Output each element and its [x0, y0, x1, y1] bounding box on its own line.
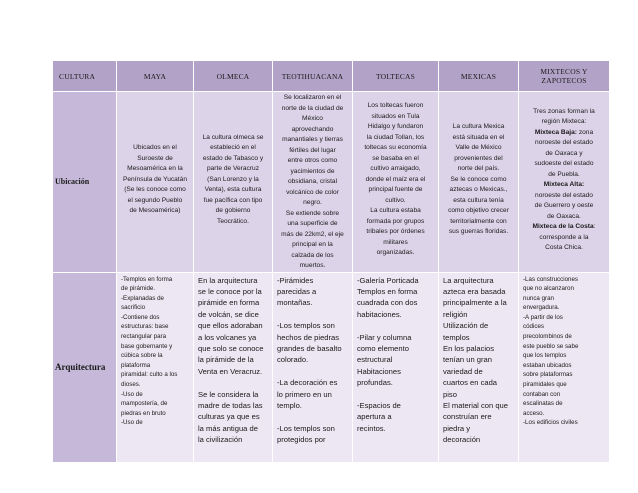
row-arquitectura — [53, 272, 610, 462]
mixtecos-intro: Tres zonas forman la región Mixteca: — [533, 107, 595, 125]
text-arquitectura-teotihuacana: -Pirámides parecidas a montañas. -Los templos son hechos de piedras grandes de basalto colorado. -La decoración es lo primero en un templo. -Los templos son protegidos por — [277, 275, 342, 445]
header-mexicas: MEXICAS — [439, 61, 519, 92]
row-ubicacion — [53, 92, 610, 273]
text-ubicacion-mexicas: La cultura Mexica está situada en el Valle de México provenientes del norte del país. Se le conoce como aztecas o Mexicas., esta cultura tenía como objetivo crecer territorialmente con sus guerras floridas. — [448, 123, 509, 236]
row-label-arquitectura: Arquitectura — [53, 272, 117, 462]
cell-arquitectura-toltecas — [353, 272, 439, 462]
text-arquitectura-toltecas: -Galería Porticada Templos en forma cuadrada con dos habitaciones. -Pilar y columna como elemento estructural Habitaciones profundas. -Espacios de apertura a recintos. — [357, 275, 419, 433]
cell-arquitectura-mixtecos — [519, 272, 610, 462]
header-olmeca: OLMECA — [194, 61, 273, 92]
cell-ubicacion-maya — [117, 92, 194, 273]
mixtecos-baja-text: zona noroeste del estado de Oaxaca y sudoeste del estado de Puebla. — [534, 128, 594, 178]
header-cultura: CULTURA — [53, 61, 117, 92]
header-row — [53, 61, 610, 92]
text-arquitectura-olmeca: En la arquitectura se le conoce por la pirámide en forma de volcán, se dice que ellos adoraban a los volcanes ya que solo se conoce la pirámide de la Venta en Veracruz. Se le considera la madre de todas las culturas ya que es la más antigua de la civilización — [198, 275, 264, 445]
text-ubicacion-olmeca: La cultura olmeca se estableció en el estado de Tabasco y parte de Veracruz (San Lorenzo y la Venta), esta cultura fue pacífica con tipo de gobierno Teocrático. — [202, 133, 264, 225]
text-arquitectura-mixtecos: -Las construcciones que no alcanzaron nunca gran envergadura. -A partir de los códices precolombinos de este pueblo se sabe que los templos estaban ubicados sobre plataformas piramidales que contaban con escalinatas de acceso. -Los edificios civiles — [523, 275, 579, 427]
cultures-table — [52, 60, 610, 463]
text-ubicacion-teotihuacana: Se localizaron en el norte de la ciudad de México aprovechando manantiales y tierras fértiles del lugar entre otros como yacimientos de obsidiana, cristal volcánico de color negro. Se extiende sobre una superficie de más de 22km2, el eje principal en la calzada de los muertos. — [281, 94, 344, 269]
cell-ubicacion-toltecas — [353, 92, 439, 273]
mixtecos-costa-text: : corresponde a la Costa Chica. — [539, 223, 596, 251]
text-arquitectura-maya: -Templos en forma de pirámide. -Explanadas de sacrificio -Contiene dos estructuras: base rectangular para base gobernante y cúbica sobre la plataforma piramidal: culto a los dioses. -Uso de mampostería, de piedras en bruto -Uso de — [121, 275, 178, 427]
mixtecos-alta-label: Mixteca Alta: — [543, 181, 585, 188]
cell-ubicacion-teotihuacana — [273, 92, 353, 273]
cell-arquitectura-maya — [117, 272, 194, 462]
mixtecos-costa-label: Mixteca de la Costa — [532, 223, 594, 230]
header-teotihuacana: TEOTIHUACANA — [273, 61, 353, 92]
cell-ubicacion-olmeca — [194, 92, 273, 273]
mixtecos-baja-label: Mixteca Baja: — [534, 128, 577, 136]
row-label-ubicacion: Ubicación — [53, 92, 117, 273]
cell-arquitectura-olmeca — [194, 272, 273, 462]
text-arquitectura-mexicas: La arquitectura azteca era basada principalmente a la religión Utilización de templos En los palacios tenían un gran variedad de cuartos en cada piso El material con que construían ere piedra y decoración — [443, 275, 509, 445]
mixtecos-alta-text: noroeste del estado de Guerrero y oeste de Oaxaca. — [534, 191, 594, 220]
header-mixtecos: MIXTECOS Y ZAPOTECOS — [519, 61, 610, 92]
cell-ubicacion-mixtecos — [519, 92, 610, 273]
text-ubicacion-mixtecos — [532, 107, 595, 254]
text-ubicacion-toltecas: Los toltecas fueron situados en Tula Hidalgo y fundaron la ciudad Tollan, los toltecas su economía se basaba en el cultivo arraigado, donde el maíz era el principal fuente de cultivo. La cultura estaba formada por grupos tribales por órdenes militares organizadas. — [364, 102, 427, 257]
cell-arquitectura-mexicas — [439, 272, 519, 462]
text-ubicacion-maya: Ubicados en el Suroeste de Mesoamérica en la Península de Yucatán (Se les conoce como el segundo Pueblo de Mesoamérica) — [122, 144, 188, 215]
cell-ubicacion-mexicas — [439, 92, 519, 273]
cell-arquitectura-teotihuacana — [273, 272, 353, 462]
header-toltecas: TOLTECAS — [353, 61, 439, 92]
header-maya: MAYA — [117, 61, 194, 92]
